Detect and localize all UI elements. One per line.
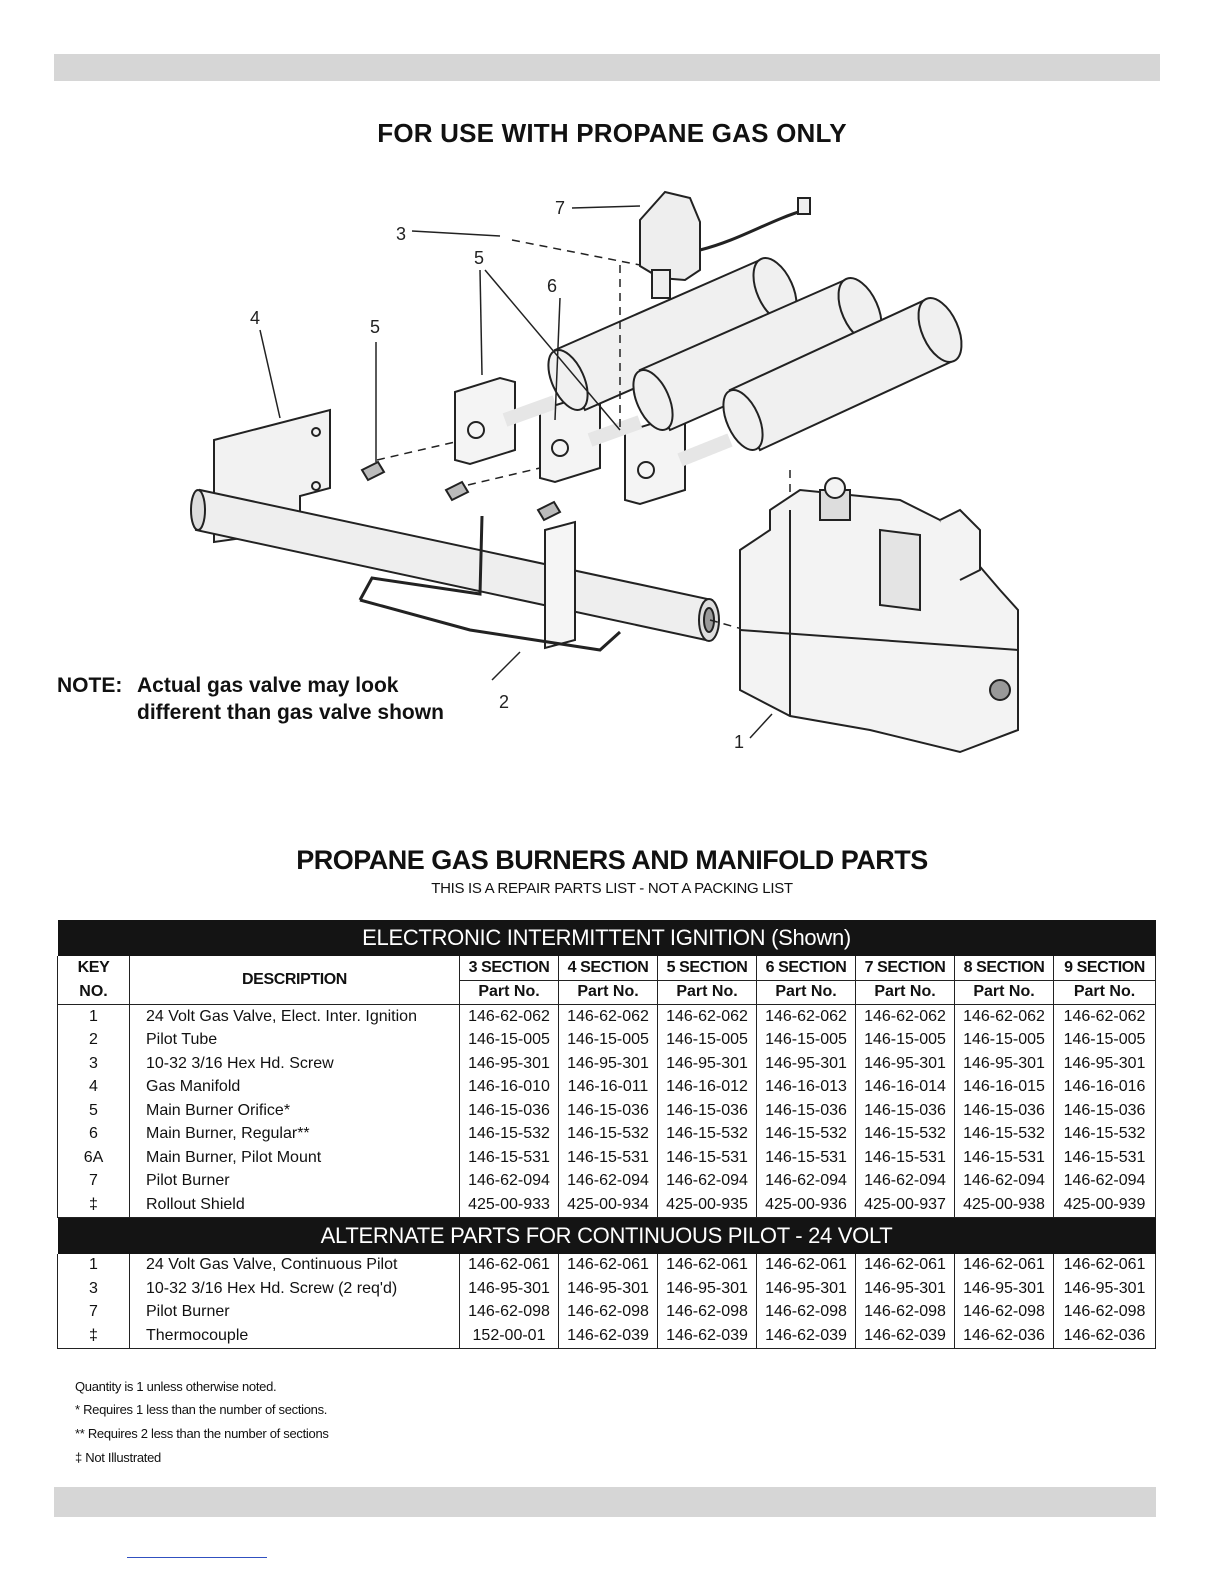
key-no-cell: 1: [58, 1005, 130, 1029]
callout-6: 5: [474, 248, 485, 268]
part-number-cell: 146-62-039: [658, 1324, 757, 1348]
part-number-cell: 146-62-094: [955, 1170, 1054, 1194]
key-header-1: KEY: [58, 956, 130, 980]
callout-5: 5: [370, 317, 381, 337]
table-row: [58, 1146, 1156, 1170]
part-number-cell: 425-00-936: [757, 1193, 856, 1217]
part-number-cell: 146-62-094: [559, 1170, 658, 1194]
part-number-cell: 146-15-005: [559, 1029, 658, 1053]
table-row: [58, 1301, 1156, 1325]
part-number-cell: 146-15-005: [856, 1029, 955, 1053]
part-number-cell: 425-00-934: [559, 1193, 658, 1217]
description-cell: Pilot Burner: [130, 1301, 460, 1325]
key-header-2: NO.: [58, 980, 130, 1005]
part-number-cell: 425-00-935: [658, 1193, 757, 1217]
callout-3: 3: [396, 224, 407, 244]
part-number-cell: 146-62-094: [1054, 1170, 1156, 1194]
part-number-cell: 146-95-301: [856, 1052, 955, 1076]
part-number-cell: 146-62-061: [856, 1254, 955, 1278]
table-row: [58, 1099, 1156, 1123]
footer-bar: [54, 1487, 1156, 1517]
part-number-cell: 146-15-005: [1054, 1029, 1156, 1053]
key-no-cell: 1: [58, 1254, 130, 1278]
description-cell: Main Burner Orifice*: [130, 1099, 460, 1123]
callout-1: 1: [734, 732, 745, 752]
description-cell: Main Burner, Pilot Mount: [130, 1146, 460, 1170]
part-number-cell: 146-62-098: [757, 1301, 856, 1325]
part-number-cell: 146-95-301: [460, 1052, 559, 1076]
part-number-cell: 146-15-005: [955, 1029, 1054, 1053]
part-number-cell: 146-95-301: [460, 1277, 559, 1301]
key-no-cell: ‡: [58, 1324, 130, 1348]
part-number-cell: 425-00-938: [955, 1193, 1054, 1217]
part-number-cell: 146-62-062: [559, 1005, 658, 1029]
table-row: [58, 1277, 1156, 1301]
description-cell: Gas Manifold: [130, 1076, 460, 1100]
part-number-cell: 146-62-098: [955, 1301, 1054, 1325]
part-number-cell: 146-15-531: [658, 1146, 757, 1170]
part-number-cell: 146-15-531: [955, 1146, 1054, 1170]
part-number-cell: 146-62-039: [559, 1324, 658, 1348]
part-number-cell: 146-62-098: [856, 1301, 955, 1325]
parts-list-title: PROPANE GAS BURNERS AND MANIFOLD PARTS: [296, 845, 928, 875]
part-number-cell: 146-15-531: [757, 1146, 856, 1170]
table-row: [58, 1005, 1156, 1029]
section-header: 6 SECTION: [757, 956, 856, 980]
part-number-cell: 146-62-061: [1054, 1254, 1156, 1278]
part-number-cell: 146-62-062: [460, 1005, 559, 1029]
section-header: 4 SECTION: [559, 956, 658, 980]
section-header: 9 SECTION: [1054, 956, 1156, 980]
footnote-not-illustrated: ‡ Not Illustrated: [75, 1450, 161, 1465]
part-number-cell: 146-16-014: [856, 1076, 955, 1100]
part-number-cell: 146-16-011: [559, 1076, 658, 1100]
part-number-cell: 146-62-094: [658, 1170, 757, 1194]
key-no-cell: 3: [58, 1277, 130, 1301]
part-number-cell: 146-62-098: [1054, 1301, 1156, 1325]
key-no-cell: 5: [58, 1099, 130, 1123]
part-number-cell: 146-15-531: [1054, 1146, 1156, 1170]
part-number-cell: 146-15-531: [460, 1146, 559, 1170]
part-no-header: Part No.: [856, 980, 955, 1005]
note-line-1: Actual gas valve may look: [137, 674, 399, 697]
part-number-cell: 152-00-01: [460, 1324, 559, 1348]
part-number-cell: 146-62-036: [1054, 1324, 1156, 1348]
part-number-cell: 425-00-933: [460, 1193, 559, 1217]
section-header: 8 SECTION: [955, 956, 1054, 980]
parts-list-subtitle: THIS IS A REPAIR PARTS LIST - NOT A PACKING LIST: [431, 880, 793, 897]
part-no-header: Part No.: [559, 980, 658, 1005]
part-number-cell: 146-15-532: [757, 1123, 856, 1147]
gas-valve-note: [57, 672, 444, 726]
part-number-cell: 146-16-015: [955, 1076, 1054, 1100]
footnote-single-star: * Requires 1 less than the number of sections.: [75, 1402, 328, 1417]
part-number-cell: 146-15-005: [658, 1029, 757, 1053]
part-number-cell: 146-95-301: [559, 1277, 658, 1301]
part-number-cell: 146-62-062: [1054, 1005, 1156, 1029]
part-number-cell: 146-95-301: [856, 1277, 955, 1301]
part-number-cell: 146-62-098: [559, 1301, 658, 1325]
part-number-cell: 146-62-061: [559, 1254, 658, 1278]
part-number-cell: 146-95-301: [1054, 1277, 1156, 1301]
callout-7: 7: [555, 198, 566, 218]
footnote-quantity: Quantity is 1 unless otherwise noted.: [75, 1379, 277, 1394]
part-number-cell: 146-95-301: [658, 1277, 757, 1301]
section-header: 7 SECTION: [856, 956, 955, 980]
part-number-cell: 146-15-036: [658, 1099, 757, 1123]
footer-link-underline: [127, 1557, 267, 1558]
description-cell: 24 Volt Gas Valve, Continuous Pilot: [130, 1254, 460, 1278]
part-number-cell: 146-95-301: [757, 1277, 856, 1301]
part-number-cell: 146-16-013: [757, 1076, 856, 1100]
part-number-cell: 146-15-005: [460, 1029, 559, 1053]
part-number-cell: 146-95-301: [955, 1277, 1054, 1301]
part-number-cell: 146-95-301: [559, 1052, 658, 1076]
part-number-cell: 146-62-094: [460, 1170, 559, 1194]
part-number-cell: 146-15-036: [856, 1099, 955, 1123]
part-number-cell: 146-15-036: [955, 1099, 1054, 1123]
callout-6a: 6: [547, 276, 558, 296]
part-number-cell: 146-62-098: [658, 1301, 757, 1325]
table-row: [58, 1052, 1156, 1076]
part-number-cell: 146-15-005: [757, 1029, 856, 1053]
description-cell: 10-32 3/16 Hex Hd. Screw: [130, 1052, 460, 1076]
part-number-cell: 146-62-094: [757, 1170, 856, 1194]
key-no-cell: 7: [58, 1170, 130, 1194]
part-number-cell: 146-62-061: [658, 1254, 757, 1278]
part-number-cell: 146-16-012: [658, 1076, 757, 1100]
part-no-header: Part No.: [658, 980, 757, 1005]
part-number-cell: 146-15-532: [559, 1123, 658, 1147]
section-header: 5 SECTION: [658, 956, 757, 980]
part-number-cell: 146-15-531: [559, 1146, 658, 1170]
part-number-cell: 146-15-532: [856, 1123, 955, 1147]
part-number-cell: 146-95-301: [955, 1052, 1054, 1076]
table-row: [58, 1076, 1156, 1100]
part-number-cell: 146-15-036: [460, 1099, 559, 1123]
part-no-header: Part No.: [460, 980, 559, 1005]
part-number-cell: 146-15-532: [658, 1123, 757, 1147]
table-row: [58, 1123, 1156, 1147]
note-label: NOTE:: [57, 674, 123, 697]
part-number-cell: 146-15-532: [460, 1123, 559, 1147]
part-number-cell: 146-62-036: [955, 1324, 1054, 1348]
part-number-cell: 425-00-939: [1054, 1193, 1156, 1217]
part-number-cell: 146-15-036: [757, 1099, 856, 1123]
description-cell: Pilot Burner: [130, 1170, 460, 1194]
part-number-cell: 146-62-062: [955, 1005, 1054, 1029]
table-row: [58, 1324, 1156, 1348]
part-no-header: Part No.: [1054, 980, 1156, 1005]
key-no-cell: 6A: [58, 1146, 130, 1170]
key-no-cell: 6: [58, 1123, 130, 1147]
description-cell: Main Burner, Regular**: [130, 1123, 460, 1147]
part-number-cell: 146-95-301: [658, 1052, 757, 1076]
part-number-cell: 146-62-094: [856, 1170, 955, 1194]
description-cell: Rollout Shield: [130, 1193, 460, 1217]
description-cell: Pilot Tube: [130, 1029, 460, 1053]
part-number-cell: 146-16-016: [1054, 1076, 1156, 1100]
part-number-cell: 146-62-098: [460, 1301, 559, 1325]
description-cell: 24 Volt Gas Valve, Elect. Inter. Ignition: [130, 1005, 460, 1029]
figure-title: FOR USE WITH PROPANE GAS ONLY: [377, 118, 847, 148]
part-number-cell: 146-16-010: [460, 1076, 559, 1100]
key-no-cell: 2: [58, 1029, 130, 1053]
section-header: 3 SECTION: [460, 956, 559, 980]
part-number-cell: 146-15-531: [856, 1146, 955, 1170]
part-number-cell: 146-62-061: [955, 1254, 1054, 1278]
gas-valve: [740, 478, 1018, 752]
key-no-cell: 3: [58, 1052, 130, 1076]
part-number-cell: 146-15-036: [1054, 1099, 1156, 1123]
footnote-double-star: ** Requires 2 less than the number of sections: [75, 1426, 329, 1441]
table-row: [58, 1193, 1156, 1217]
table-row: [58, 1170, 1156, 1194]
description-cell: 10-32 3/16 Hex Hd. Screw (2 req'd): [130, 1277, 460, 1301]
key-no-cell: 4: [58, 1076, 130, 1100]
part-number-cell: 146-62-039: [856, 1324, 955, 1348]
part-number-cell: 146-95-301: [1054, 1052, 1156, 1076]
table-row: [58, 1029, 1156, 1053]
description-header: DESCRIPTION: [130, 956, 460, 1005]
section-cp-title: ALTERNATE PARTS FOR CONTINUOUS PILOT - 24 VOLT: [58, 1217, 1156, 1254]
note-line-2: different than gas valve shown: [137, 701, 444, 724]
part-number-cell: 146-95-301: [757, 1052, 856, 1076]
header-bar: [54, 54, 1160, 81]
key-no-cell: ‡: [58, 1193, 130, 1217]
key-no-cell: 7: [58, 1301, 130, 1325]
part-number-cell: 425-00-937: [856, 1193, 955, 1217]
part-no-header: Part No.: [757, 980, 856, 1005]
section-ei-title: ELECTRONIC INTERMITTENT IGNITION (Shown): [58, 920, 1156, 956]
part-number-cell: 146-15-532: [955, 1123, 1054, 1147]
callout-4: 4: [250, 308, 261, 328]
part-number-cell: 146-15-532: [1054, 1123, 1156, 1147]
description-cell: Thermocouple: [130, 1324, 460, 1348]
gas-manifold-pipe: [196, 490, 712, 640]
part-number-cell: 146-62-061: [757, 1254, 856, 1278]
part-number-cell: 146-62-062: [757, 1005, 856, 1029]
callout-2: 2: [499, 692, 510, 712]
parts-table: [57, 920, 1156, 1349]
table-row: [58, 1254, 1156, 1278]
part-number-cell: 146-62-039: [757, 1324, 856, 1348]
part-number-cell: 146-62-061: [460, 1254, 559, 1278]
part-number-cell: 146-62-062: [856, 1005, 955, 1029]
part-no-header: Part No.: [955, 980, 1054, 1005]
part-number-cell: 146-15-036: [559, 1099, 658, 1123]
part-number-cell: 146-62-062: [658, 1005, 757, 1029]
